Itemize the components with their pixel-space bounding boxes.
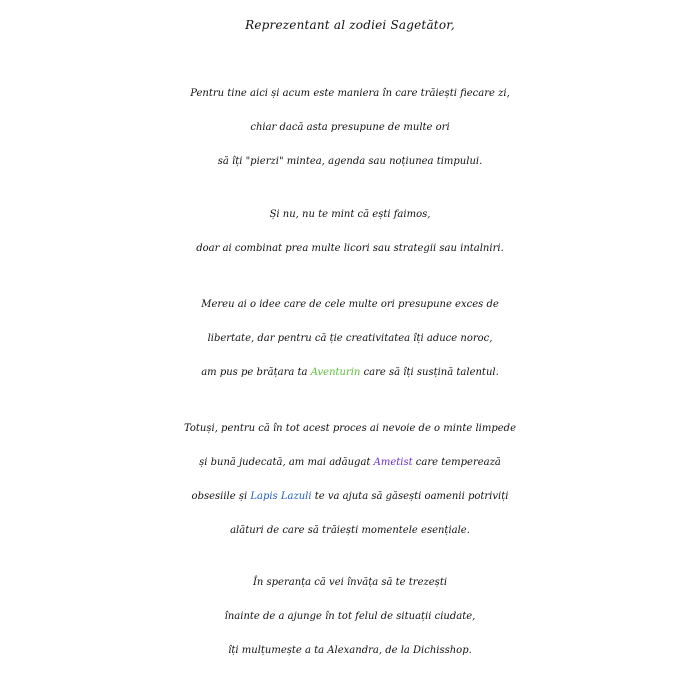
paragraph-4-line-3 [0, 480, 700, 514]
paragraph-5-line-2: înainte de a ajunge în tot felul de situații ciudate, [224, 611, 476, 622]
paragraph-2 [0, 198, 700, 266]
paragraph-5 [0, 566, 700, 668]
letter-title: Reprezentant al zodiei Sagetător, [245, 18, 455, 32]
paragraph-4-line-3-end: te va ajuta să găsești oamenii potriviți [311, 491, 509, 502]
stone-aventurin: Aventurin [310, 367, 361, 378]
stone-ametist: Ametist [373, 457, 413, 468]
paragraph-3 [0, 288, 700, 390]
paragraph-3-line-3-end: care să îți susțină talentul. [360, 367, 499, 378]
paragraph-3-line-3-start: am pus pe brățara ta [201, 367, 311, 378]
paragraph-3-line-3 [0, 356, 700, 390]
paragraph-3-line-1: Mereu ai o idee care de cele multe ori presupune exces de [201, 299, 499, 310]
paragraph-5-line-1: În speranța că vei învăța să te trezești [252, 577, 448, 588]
paragraph-5-line-3: îți mulțumește a ta Alexandra, de la Dichisshop. [228, 645, 472, 656]
paragraph-1-line-1: Pentru tine aici și acum este maniera în care trăiești fiecare zi, [190, 88, 510, 99]
paragraph-4-line-2-start: și bună judecată, am mai adăugat [199, 457, 374, 468]
paragraph-4-line-2 [0, 446, 700, 480]
paragraph-1-line-2: chiar dacă asta presupune de multe ori [250, 122, 450, 133]
paragraph-1 [0, 77, 700, 179]
paragraph-3-line-2: libertate, dar pentru că ție creativitatea îți aduce noroc, [207, 333, 493, 344]
paragraph-4-line-1: Totuși, pentru că în tot acest proces ai nevoie de o minte limpede [184, 423, 516, 434]
paragraph-1-line-3: să îți "pierzi" mintea, agenda sau noțiunea timpului. [217, 156, 483, 167]
paragraph-4-line-2-end: care temperează [412, 457, 501, 468]
paragraph-4-line-3-start: obsesiile și [191, 491, 251, 502]
paragraph-4-line-4: alături de care să trăiești momentele esențiale. [230, 525, 470, 536]
paragraph-4 [0, 412, 700, 548]
stone-lapis-lazuli: Lapis Lazuli [250, 491, 312, 502]
paragraph-2-line-2: doar ai combinat prea multe licori sau strategii sau intalniri. [196, 243, 504, 254]
paragraph-2-line-1: Și nu, nu te mint că ești faimos, [269, 209, 431, 220]
